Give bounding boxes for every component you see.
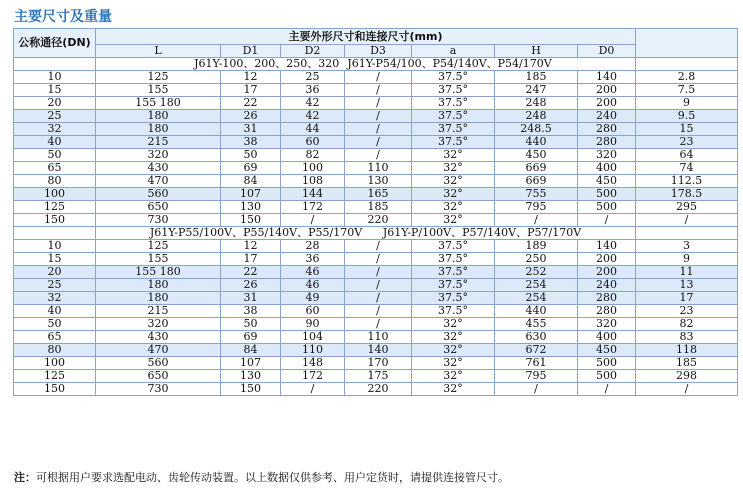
cell-h: 672 (495, 344, 578, 357)
angle-value: 32° (443, 330, 463, 343)
cell-dn: 100 (14, 188, 96, 201)
cell-d2: 110 (281, 344, 345, 357)
cell-d1: 26 (221, 110, 281, 123)
cell-d2: 60 (281, 305, 345, 318)
cell-dn: 150 (14, 383, 96, 396)
cell-d0: 280 (578, 136, 636, 149)
page-title: 主要尺寸及重量 (14, 9, 112, 25)
table-row (14, 162, 738, 175)
table-row (14, 344, 738, 357)
cell-d1: 107 (221, 188, 281, 201)
cell-h: 185 (495, 71, 578, 84)
cell-l: 430 (96, 331, 221, 344)
cell-w: 118 (636, 344, 738, 357)
cell-d1: 69 (221, 162, 281, 175)
cell-dn: 10 (14, 71, 96, 84)
cell-l: 215 (96, 305, 221, 318)
section-subheader (14, 58, 738, 71)
cell-d1: 130 (221, 370, 281, 383)
angle-value: 37.5° (438, 252, 468, 265)
cell-dn: 40 (14, 305, 96, 318)
spec-table (13, 28, 738, 396)
angle-value: 37.5° (438, 265, 468, 278)
cell-d1: 69 (221, 331, 281, 344)
cell-d2: 90 (281, 318, 345, 331)
cell-h: 248.5 (495, 123, 578, 136)
cell-l: 320 (96, 149, 221, 162)
cell-l: 215 (96, 136, 221, 149)
cell-h: 450 (495, 149, 578, 162)
cell-l: 180 (96, 123, 221, 136)
cell-w: 11 (636, 266, 738, 279)
cell-w: 112.5 (636, 175, 738, 188)
table-header-row-1 (14, 29, 738, 45)
table-row (14, 136, 738, 149)
cell-dn: 32 (14, 123, 96, 136)
table-row (14, 383, 738, 396)
angle-value: 32° (443, 161, 463, 174)
cell-h: 247 (495, 84, 578, 97)
cell-d2: 42 (281, 110, 345, 123)
cell-d1: 130 (221, 201, 281, 214)
cell-w: 3 (636, 240, 738, 253)
col-header-d3: D3 (345, 45, 412, 58)
cell-w: 15 (636, 123, 738, 136)
cell-d0: 200 (578, 266, 636, 279)
cell-d0: 280 (578, 305, 636, 318)
col-header-d0: D0 (578, 45, 636, 58)
angle-value: 37.5° (438, 83, 468, 96)
cell-w: 2.8 (636, 71, 738, 84)
table-row (14, 370, 738, 383)
cell-a (412, 344, 495, 357)
cell-l: 155 180 (96, 266, 221, 279)
cell-d0: 320 (578, 149, 636, 162)
cell-d0: 140 (578, 71, 636, 84)
cell-l: 180 (96, 279, 221, 292)
cell-d0: 450 (578, 344, 636, 357)
section-left-label: J61Y-100、200、250、320 (194, 57, 340, 70)
section-left-label: J61Y-P55/100V、P55/140V、P55/170V (149, 226, 363, 239)
cell-d1: 84 (221, 175, 281, 188)
cell-l: 155 180 (96, 97, 221, 110)
cell-a (412, 149, 495, 162)
footnote-text: 可根据用户要求选配电动、齿轮传动装置。以上数据仅供参考、用户定货时，请提供连接管尺寸。 (36, 471, 509, 484)
angle-value: 32° (443, 343, 463, 356)
cell-w: 7.5 (636, 84, 738, 97)
cell-h: 755 (495, 188, 578, 201)
table-row (14, 266, 738, 279)
cell-d2: 28 (281, 240, 345, 253)
table-row (14, 97, 738, 110)
cell-d3: 110 (345, 162, 412, 175)
angle-value: 32° (443, 382, 463, 395)
cell-dn: 80 (14, 344, 96, 357)
cell-h: / (495, 383, 578, 396)
cell-dn: 50 (14, 149, 96, 162)
angle-value: 32° (443, 174, 463, 187)
cell-d2: 42 (281, 97, 345, 110)
cell-d3: 175 (345, 370, 412, 383)
cell-dn: 32 (14, 292, 96, 305)
cell-d2: 46 (281, 279, 345, 292)
cell-d3: / (345, 305, 412, 318)
table-row (14, 123, 738, 136)
table-row (14, 318, 738, 331)
section-subheader-gap (636, 227, 738, 240)
cell-h: 455 (495, 318, 578, 331)
cell-d0: 400 (578, 331, 636, 344)
cell-d2: 100 (281, 162, 345, 175)
dn-header: 公称通径(DN) (14, 29, 96, 58)
cell-w: 185 (636, 357, 738, 370)
cell-a (412, 318, 495, 331)
angle-value: 37.5° (438, 70, 468, 83)
cell-d1: 50 (221, 318, 281, 331)
table-row (14, 331, 738, 344)
section-right-label: J61Y-P/100V、P57/140V、P57/170V (382, 226, 582, 239)
cell-w: 64 (636, 149, 738, 162)
cell-d0: 500 (578, 370, 636, 383)
cell-l: 730 (96, 214, 221, 227)
col-header-l: L (96, 45, 221, 58)
col-header-h: H (495, 45, 578, 58)
cell-a (412, 175, 495, 188)
cell-d3: / (345, 253, 412, 266)
cell-d3: / (345, 136, 412, 149)
cell-a (412, 201, 495, 214)
cell-a (412, 97, 495, 110)
cell-w: 74 (636, 162, 738, 175)
cell-d2: 25 (281, 71, 345, 84)
cell-h: 440 (495, 305, 578, 318)
section-subheader-gap (14, 227, 96, 240)
cell-w: 23 (636, 136, 738, 149)
cell-w: 9 (636, 97, 738, 110)
cell-d3: / (345, 71, 412, 84)
angle-value: 32° (443, 200, 463, 213)
col-header-a: a (412, 45, 495, 58)
angle-value: 32° (443, 148, 463, 161)
angle-value: 37.5° (438, 291, 468, 304)
cell-w: 295 (636, 201, 738, 214)
cell-w: 9.5 (636, 110, 738, 123)
cell-dn: 20 (14, 97, 96, 110)
cell-l: 430 (96, 162, 221, 175)
cell-d1: 22 (221, 266, 281, 279)
cell-a (412, 331, 495, 344)
cell-l: 470 (96, 175, 221, 188)
cell-d1: 38 (221, 305, 281, 318)
cell-h: 248 (495, 97, 578, 110)
cell-dn: 15 (14, 84, 96, 97)
table-row (14, 149, 738, 162)
cell-d3: / (345, 97, 412, 110)
angle-value: 37.5° (438, 109, 468, 122)
table-body (14, 58, 738, 396)
cell-l: 730 (96, 383, 221, 396)
cell-d1: 107 (221, 357, 281, 370)
cell-a (412, 370, 495, 383)
cell-l: 650 (96, 370, 221, 383)
cell-a (412, 71, 495, 84)
cell-d0: / (578, 214, 636, 227)
cell-d3: / (345, 84, 412, 97)
cell-d2: / (281, 383, 345, 396)
cell-w: 298 (636, 370, 738, 383)
weight-header (636, 29, 738, 58)
cell-a (412, 292, 495, 305)
cell-l: 180 (96, 292, 221, 305)
angle-value: 32° (443, 356, 463, 369)
cell-d0: 240 (578, 279, 636, 292)
cell-d0: 200 (578, 253, 636, 266)
cell-d3: 170 (345, 357, 412, 370)
angle-value: 37.5° (438, 304, 468, 317)
cell-w: 17 (636, 292, 738, 305)
cell-d3: 130 (345, 175, 412, 188)
cell-dn: 25 (14, 279, 96, 292)
col-header-d2: D2 (281, 45, 345, 58)
table-row (14, 253, 738, 266)
cell-dn: 80 (14, 175, 96, 188)
cell-l: 125 (96, 240, 221, 253)
cell-dn: 20 (14, 266, 96, 279)
cell-l: 470 (96, 344, 221, 357)
col-header-d1: D1 (221, 45, 281, 58)
section-subheader-gap (636, 58, 738, 71)
cell-d0: 280 (578, 292, 636, 305)
angle-value: 37.5° (438, 278, 468, 291)
cell-dn: 25 (14, 110, 96, 123)
table-row (14, 110, 738, 123)
cell-h: 669 (495, 162, 578, 175)
cell-d2: 172 (281, 370, 345, 383)
cell-w: 83 (636, 331, 738, 344)
cell-d3: / (345, 110, 412, 123)
cell-l: 155 (96, 253, 221, 266)
cell-h: 250 (495, 253, 578, 266)
cell-h: 761 (495, 357, 578, 370)
cell-l: 650 (96, 201, 221, 214)
cell-d3: / (345, 240, 412, 253)
cell-w: 23 (636, 305, 738, 318)
section-subheader-cell (96, 58, 636, 71)
cell-d0: 400 (578, 162, 636, 175)
cell-d2: 148 (281, 357, 345, 370)
cell-d0: 280 (578, 123, 636, 136)
cell-d3: 165 (345, 188, 412, 201)
cell-d2: 44 (281, 123, 345, 136)
cell-dn: 15 (14, 253, 96, 266)
cell-d0: 500 (578, 188, 636, 201)
table-row (14, 357, 738, 370)
cell-a (412, 214, 495, 227)
table-row (14, 201, 738, 214)
table-row (14, 71, 738, 84)
cell-d1: 17 (221, 253, 281, 266)
cell-a (412, 240, 495, 253)
cell-h: 440 (495, 136, 578, 149)
cell-d2: 36 (281, 84, 345, 97)
cell-h: 252 (495, 266, 578, 279)
table-row (14, 175, 738, 188)
cell-d3: / (345, 292, 412, 305)
cell-d2: 82 (281, 149, 345, 162)
angle-value: 37.5° (438, 96, 468, 109)
cell-a (412, 110, 495, 123)
section-right-label: J61Y-P54/100、P54/140V、P54/170V (347, 57, 552, 70)
cell-d1: 84 (221, 344, 281, 357)
cell-d2: 49 (281, 292, 345, 305)
cell-d1: 22 (221, 97, 281, 110)
cell-h: 254 (495, 292, 578, 305)
cell-h: 189 (495, 240, 578, 253)
cell-d1: 26 (221, 279, 281, 292)
table-row (14, 188, 738, 201)
cell-d1: 17 (221, 84, 281, 97)
cell-d1: 150 (221, 383, 281, 396)
table-header-row-2 (14, 45, 738, 58)
table-row (14, 240, 738, 253)
cell-d0: 320 (578, 318, 636, 331)
table-row (14, 84, 738, 97)
angle-value: 32° (443, 317, 463, 330)
cell-h: 795 (495, 201, 578, 214)
cell-h: 669 (495, 175, 578, 188)
cell-d3: / (345, 318, 412, 331)
cell-w: 178.5 (636, 188, 738, 201)
cell-d3: / (345, 279, 412, 292)
cell-d0: 140 (578, 240, 636, 253)
table-row (14, 279, 738, 292)
cell-dn: 100 (14, 357, 96, 370)
cell-d2: / (281, 214, 345, 227)
cell-w: / (636, 383, 738, 396)
cell-a (412, 188, 495, 201)
cell-w: 9 (636, 253, 738, 266)
cell-dn: 125 (14, 370, 96, 383)
cell-dn: 10 (14, 240, 96, 253)
angle-value: 32° (443, 369, 463, 382)
cell-d3: / (345, 123, 412, 136)
cell-d3: 185 (345, 201, 412, 214)
cell-a (412, 136, 495, 149)
cell-l: 155 (96, 84, 221, 97)
cell-a (412, 357, 495, 370)
cell-d3: 140 (345, 344, 412, 357)
cell-d0: 200 (578, 97, 636, 110)
cell-l: 180 (96, 110, 221, 123)
cell-h: 248 (495, 110, 578, 123)
footnote-prefix: 注： (14, 471, 36, 484)
cell-h: 630 (495, 331, 578, 344)
table-row (14, 214, 738, 227)
cell-h: 795 (495, 370, 578, 383)
section-subheader-cell (96, 227, 636, 240)
cell-w: 82 (636, 318, 738, 331)
angle-value: 37.5° (438, 122, 468, 135)
cell-a (412, 279, 495, 292)
cell-dn: 40 (14, 136, 96, 149)
cell-d3: 220 (345, 383, 412, 396)
cell-d3: 110 (345, 331, 412, 344)
cell-d3: / (345, 266, 412, 279)
cell-d0: 500 (578, 357, 636, 370)
cell-dn: 150 (14, 214, 96, 227)
angle-value: 32° (443, 213, 463, 226)
cell-l: 560 (96, 357, 221, 370)
cell-d1: 12 (221, 71, 281, 84)
angle-value: 37.5° (438, 135, 468, 148)
cell-a (412, 253, 495, 266)
cell-d1: 50 (221, 149, 281, 162)
cell-d2: 172 (281, 201, 345, 214)
angle-value: 32° (443, 187, 463, 200)
cell-a (412, 123, 495, 136)
cell-d0: / (578, 383, 636, 396)
cell-a (412, 84, 495, 97)
cell-dn: 50 (14, 318, 96, 331)
cell-l: 320 (96, 318, 221, 331)
section-subheader-gap (14, 58, 96, 71)
cell-d2: 144 (281, 188, 345, 201)
cell-d3: 220 (345, 214, 412, 227)
cell-l: 125 (96, 71, 221, 84)
cell-d2: 108 (281, 175, 345, 188)
cell-d0: 200 (578, 84, 636, 97)
cell-dn: 65 (14, 331, 96, 344)
cell-d1: 31 (221, 292, 281, 305)
cell-l: 560 (96, 188, 221, 201)
table-row (14, 305, 738, 318)
footnote (14, 469, 509, 485)
cell-dn: 125 (14, 201, 96, 214)
cell-h: 254 (495, 279, 578, 292)
cell-d1: 12 (221, 240, 281, 253)
cell-d1: 150 (221, 214, 281, 227)
angle-value: 37.5° (438, 239, 468, 252)
cell-d1: 38 (221, 136, 281, 149)
cell-d2: 60 (281, 136, 345, 149)
table-row (14, 292, 738, 305)
cell-dn: 65 (14, 162, 96, 175)
cell-d1: 31 (221, 123, 281, 136)
cell-d0: 500 (578, 201, 636, 214)
cell-h: / (495, 214, 578, 227)
cell-d0: 450 (578, 175, 636, 188)
cell-w: / (636, 214, 738, 227)
cell-d0: 240 (578, 110, 636, 123)
cell-d2: 46 (281, 266, 345, 279)
section-subheader (14, 227, 738, 240)
cell-d2: 36 (281, 253, 345, 266)
cell-a (412, 383, 495, 396)
cell-a (412, 305, 495, 318)
cell-a (412, 162, 495, 175)
cell-w: 13 (636, 279, 738, 292)
cell-d2: 104 (281, 331, 345, 344)
cell-a (412, 266, 495, 279)
cell-d3: / (345, 149, 412, 162)
main-dims-header: 主要外形尺寸和连接尺寸(mm) (96, 29, 636, 45)
